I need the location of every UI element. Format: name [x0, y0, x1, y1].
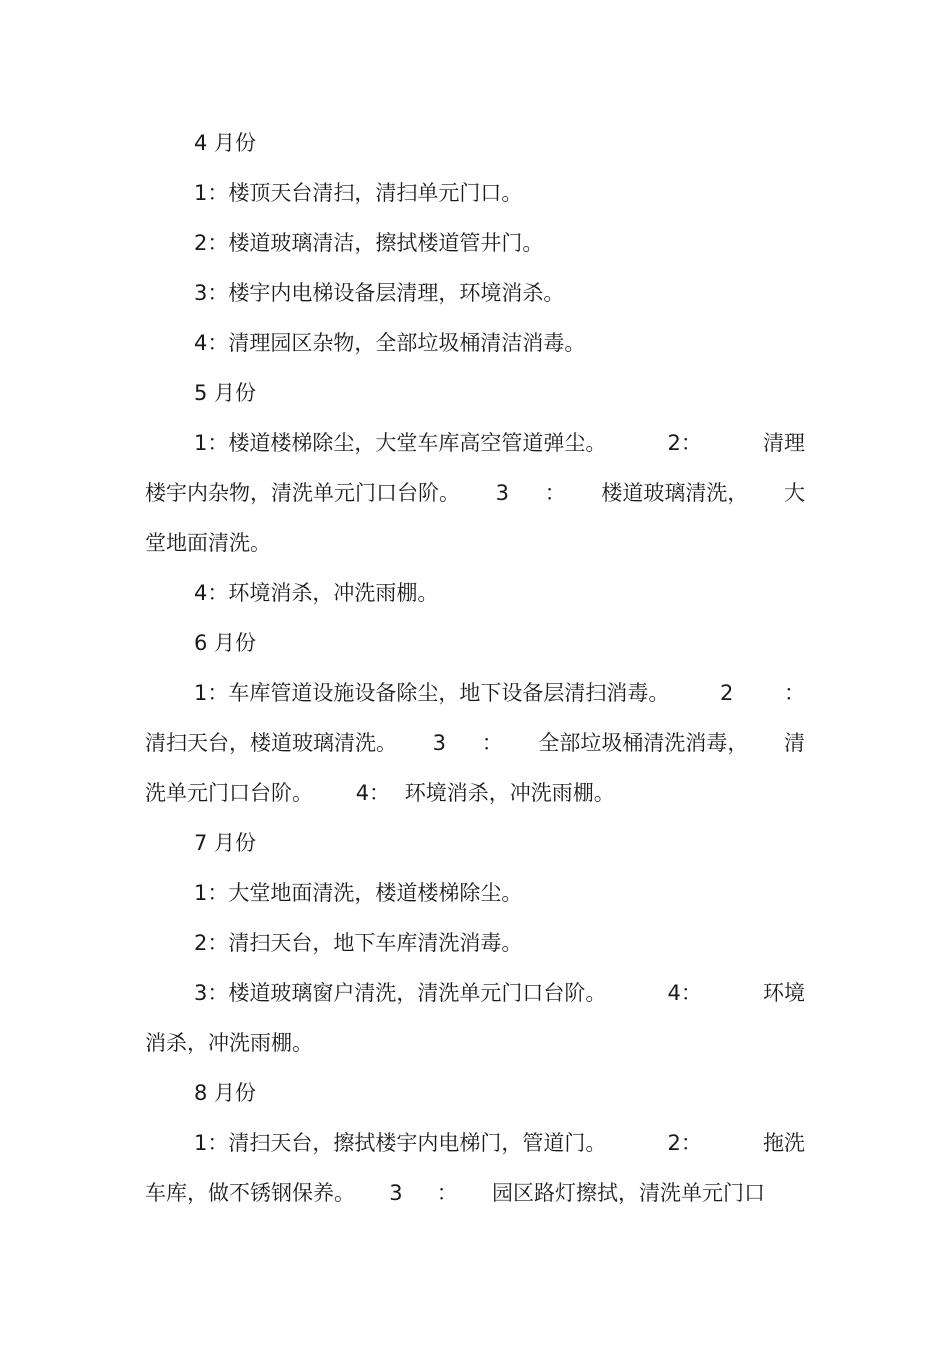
- may-text-segment: 楼宇内杂物，清洗单元门口台阶。: [145, 481, 460, 505]
- may-paragraph-line-3: 堂地面清洗。: [145, 531, 271, 555]
- may-text-segment: 3: [495, 481, 510, 505]
- august-text-segment: 拖洗: [762, 1131, 805, 1155]
- june-paragraph-line-1: [145, 668, 805, 718]
- august-text-segment: 2：: [667, 1131, 702, 1155]
- may-text-segment: 楼道玻璃清洗，: [601, 481, 749, 505]
- august-text-segment: 园区路灯擦拭，清洗单元门口: [491, 1181, 765, 1205]
- may-paragraph-line-2: [145, 468, 805, 518]
- july-item-2: 2：清扫天台，地下车库清洗消毒。: [194, 931, 523, 955]
- august-text-segment: 3: [389, 1181, 403, 1205]
- august-paragraph-line-2: [145, 1168, 765, 1218]
- month-heading-june: 6 月份: [194, 631, 257, 655]
- june-text-segment: 4：: [355, 781, 391, 805]
- august-text-segment: 1：清扫天台，擦拭楼宇内电梯门，管道门。: [194, 1131, 607, 1155]
- june-text-segment: 1：车库管道设施设备除尘，地下设备层清扫消毒。: [194, 681, 670, 705]
- july-text-segment: 4：: [667, 981, 702, 1005]
- june-text-segment: 3: [432, 731, 447, 755]
- may-text-segment: 1：楼道楼梯除尘，大堂车库高空管道弹尘。: [194, 431, 607, 455]
- april-item-3: 3：楼宇内电梯设备层清理，环境消杀。: [194, 281, 565, 305]
- august-text-segment: 车库，做不锈钢保养。: [145, 1181, 355, 1205]
- july-item-1: 1：大堂地面清洗，楼道楼梯除尘。: [194, 881, 523, 905]
- june-text-segment: 洗单元门口台阶。: [145, 781, 313, 805]
- june-text-segment: 环境消杀，冲洗雨棚。: [404, 781, 615, 805]
- june-text-segment: 清扫天台，楼道玻璃清洗。: [145, 731, 397, 755]
- july-paragraph-line-1: [145, 968, 805, 1018]
- document-body: [145, 118, 805, 1218]
- april-item-1: 1：楼顶天台清扫，清扫单元门口。: [194, 181, 523, 205]
- june-text-segment: 2: [719, 681, 734, 705]
- june-text-segment: ：: [481, 731, 503, 755]
- month-heading-august: 8 月份: [194, 1081, 257, 1105]
- may-text-segment: 清理: [762, 431, 805, 455]
- june-text-segment: 全部垃圾桶清洗消毒，: [538, 731, 749, 755]
- august-text-segment: ：: [436, 1181, 458, 1205]
- august-paragraph-line-1: [145, 1118, 805, 1168]
- june-text-segment: ：: [783, 681, 805, 705]
- month-heading-may: 5 月份: [194, 381, 257, 405]
- may-paragraph-line-1: [145, 418, 805, 468]
- may-text-segment: 大: [784, 481, 805, 505]
- july-paragraph-line-2: 消杀，冲洗雨棚。: [145, 1031, 313, 1055]
- month-heading-april: 4 月份: [194, 131, 257, 155]
- june-text-segment: 清: [784, 731, 805, 755]
- june-paragraph-line-3: [145, 768, 805, 818]
- may-text-segment: 2：: [667, 431, 702, 455]
- july-text-segment: 3：楼道玻璃窗户清洗，清洗单元门口台阶。: [194, 981, 607, 1005]
- month-heading-july: 7 月份: [194, 831, 257, 855]
- july-text-segment: 环境: [762, 981, 805, 1005]
- april-item-2: 2：楼道玻璃清洁，擦拭楼道管井门。: [194, 231, 544, 255]
- june-paragraph-line-2: [145, 718, 805, 768]
- april-item-4: 4：清理园区杂物，全部垃圾桶清洁消毒。: [194, 331, 586, 355]
- may-item-4: 4：环境消杀，冲洗雨棚。: [194, 581, 439, 605]
- may-text-segment: ：: [544, 481, 566, 505]
